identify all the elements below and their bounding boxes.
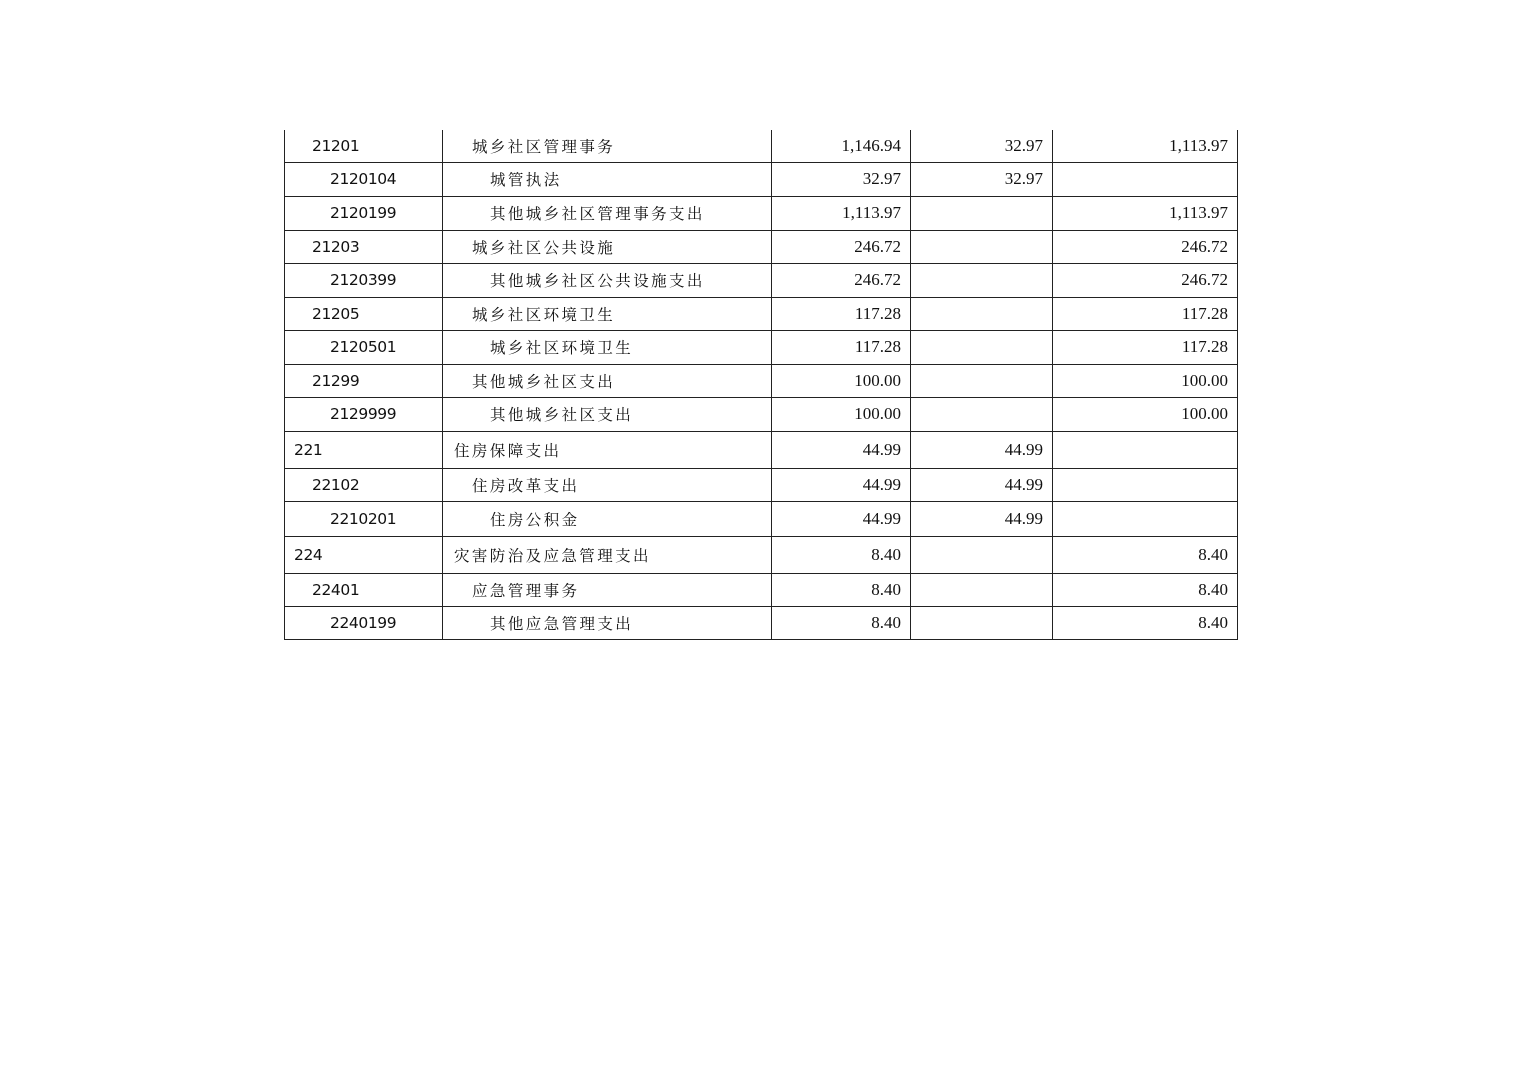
basic-expenditure-cell xyxy=(911,330,1053,364)
account-code-cell: 2120399 xyxy=(285,263,443,297)
project-expenditure-cell: 8.40 xyxy=(1053,606,1238,639)
table-row xyxy=(285,501,1238,536)
table-row xyxy=(285,364,1238,397)
project-expenditure-cell xyxy=(1053,468,1238,501)
project-expenditure-cell xyxy=(1053,431,1238,468)
project-expenditure-cell: 117.28 xyxy=(1053,330,1238,364)
table-row xyxy=(285,573,1238,606)
table-row xyxy=(285,468,1238,501)
basic-expenditure-cell: 44.99 xyxy=(911,431,1053,468)
project-expenditure-cell: 8.40 xyxy=(1053,573,1238,606)
table-row xyxy=(285,606,1238,639)
total-amount-cell: 1,113.97 xyxy=(772,196,911,230)
basic-expenditure-cell xyxy=(911,536,1053,573)
account-code-cell: 22102 xyxy=(285,468,443,501)
project-expenditure-cell: 100.00 xyxy=(1053,397,1238,431)
basic-expenditure-cell xyxy=(911,196,1053,230)
basic-expenditure-cell: 32.97 xyxy=(911,162,1053,196)
table-row xyxy=(285,536,1238,573)
account-code-cell: 2240199 xyxy=(285,606,443,639)
account-name-cell: 城乡社区公共设施 xyxy=(443,230,772,263)
table-row xyxy=(285,130,1238,162)
table-row xyxy=(285,196,1238,230)
project-expenditure-cell: 246.72 xyxy=(1053,230,1238,263)
account-name-cell: 其他城乡社区支出 xyxy=(443,397,772,431)
table-row xyxy=(285,330,1238,364)
account-name-cell: 住房改革支出 xyxy=(443,468,772,501)
account-name-cell: 城乡社区管理事务 xyxy=(443,130,772,162)
account-code-cell: 2129999 xyxy=(285,397,443,431)
total-amount-cell: 8.40 xyxy=(772,573,911,606)
basic-expenditure-cell xyxy=(911,364,1053,397)
account-code-cell: 21299 xyxy=(285,364,443,397)
total-amount-cell: 44.99 xyxy=(772,468,911,501)
account-name-cell: 其他应急管理支出 xyxy=(443,606,772,639)
table-row xyxy=(285,162,1238,196)
account-name-cell: 其他城乡社区支出 xyxy=(443,364,772,397)
account-name-cell: 住房保障支出 xyxy=(443,431,772,468)
basic-expenditure-cell xyxy=(911,573,1053,606)
total-amount-cell: 44.99 xyxy=(772,431,911,468)
account-name-cell: 灾害防治及应急管理支出 xyxy=(443,536,772,573)
expenditure-table xyxy=(284,130,1238,640)
account-code-cell: 2120501 xyxy=(285,330,443,364)
account-code-cell: 224 xyxy=(285,536,443,573)
account-code-cell: 21203 xyxy=(285,230,443,263)
budget-table-sheet xyxy=(284,130,1237,640)
basic-expenditure-cell: 44.99 xyxy=(911,501,1053,536)
total-amount-cell: 100.00 xyxy=(772,397,911,431)
account-code-cell: 2120104 xyxy=(285,162,443,196)
table-row xyxy=(285,263,1238,297)
project-expenditure-cell: 1,113.97 xyxy=(1053,130,1238,162)
total-amount-cell: 117.28 xyxy=(772,330,911,364)
account-code-cell: 22401 xyxy=(285,573,443,606)
total-amount-cell: 100.00 xyxy=(772,364,911,397)
total-amount-cell: 8.40 xyxy=(772,606,911,639)
expenditure-table-body xyxy=(285,130,1238,639)
account-name-cell: 其他城乡社区公共设施支出 xyxy=(443,263,772,297)
account-name-cell: 城乡社区环境卫生 xyxy=(443,330,772,364)
table-row xyxy=(285,431,1238,468)
account-name-cell: 应急管理事务 xyxy=(443,573,772,606)
account-code-cell: 221 xyxy=(285,431,443,468)
account-name-cell: 其他城乡社区管理事务支出 xyxy=(443,196,772,230)
basic-expenditure-cell: 32.97 xyxy=(911,130,1053,162)
project-expenditure-cell xyxy=(1053,162,1238,196)
basic-expenditure-cell xyxy=(911,297,1053,330)
basic-expenditure-cell: 44.99 xyxy=(911,468,1053,501)
table-row xyxy=(285,230,1238,263)
project-expenditure-cell: 100.00 xyxy=(1053,364,1238,397)
basic-expenditure-cell xyxy=(911,230,1053,263)
project-expenditure-cell: 8.40 xyxy=(1053,536,1238,573)
total-amount-cell: 246.72 xyxy=(772,230,911,263)
project-expenditure-cell: 1,113.97 xyxy=(1053,196,1238,230)
account-code-cell: 2210201 xyxy=(285,501,443,536)
account-name-cell: 城管执法 xyxy=(443,162,772,196)
total-amount-cell: 117.28 xyxy=(772,297,911,330)
total-amount-cell: 1,146.94 xyxy=(772,130,911,162)
project-expenditure-cell: 117.28 xyxy=(1053,297,1238,330)
table-row xyxy=(285,297,1238,330)
total-amount-cell: 246.72 xyxy=(772,263,911,297)
basic-expenditure-cell xyxy=(911,606,1053,639)
project-expenditure-cell xyxy=(1053,501,1238,536)
total-amount-cell: 44.99 xyxy=(772,501,911,536)
project-expenditure-cell: 246.72 xyxy=(1053,263,1238,297)
total-amount-cell: 8.40 xyxy=(772,536,911,573)
account-code-cell: 21205 xyxy=(285,297,443,330)
basic-expenditure-cell xyxy=(911,263,1053,297)
table-row xyxy=(285,397,1238,431)
account-code-cell: 21201 xyxy=(285,130,443,162)
account-name-cell: 城乡社区环境卫生 xyxy=(443,297,772,330)
account-code-cell: 2120199 xyxy=(285,196,443,230)
basic-expenditure-cell xyxy=(911,397,1053,431)
account-name-cell: 住房公积金 xyxy=(443,501,772,536)
total-amount-cell: 32.97 xyxy=(772,162,911,196)
